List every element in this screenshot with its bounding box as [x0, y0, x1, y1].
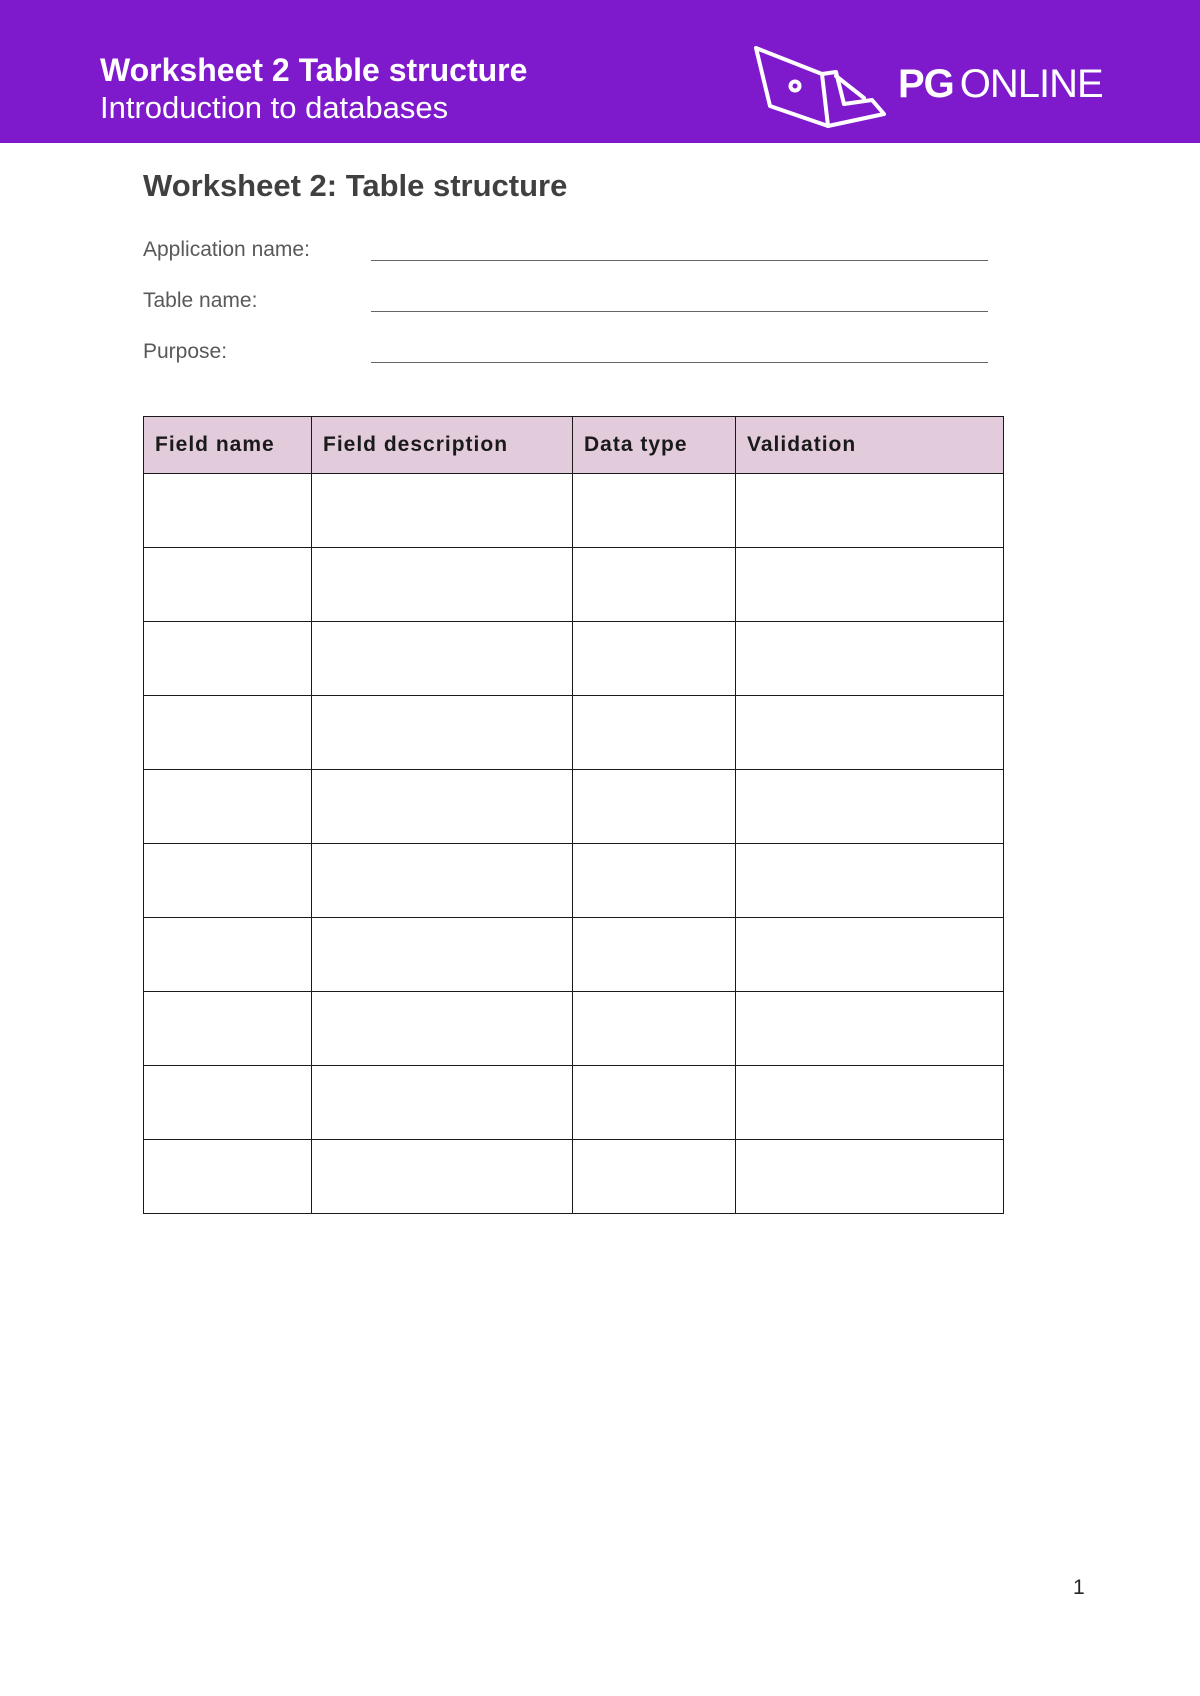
- table-row: [144, 548, 1004, 622]
- column-header-field-description: Field description: [312, 417, 573, 474]
- table-header-row: [144, 417, 1004, 474]
- table-row: [144, 1140, 1004, 1214]
- table-name-label: Table name:: [143, 289, 258, 312]
- field-description-cell[interactable]: [312, 1140, 573, 1214]
- header-banner: [0, 0, 1200, 143]
- field-name-cell[interactable]: [144, 844, 312, 918]
- field-name-cell[interactable]: [144, 474, 312, 548]
- data-type-cell[interactable]: [573, 548, 736, 622]
- table-row: [144, 770, 1004, 844]
- field-name-cell[interactable]: [144, 622, 312, 696]
- column-header-data-type: Data type: [573, 417, 736, 474]
- logo-online-text: ONLINE: [959, 62, 1103, 106]
- laptop-book-icon: [752, 42, 892, 128]
- data-type-cell[interactable]: [573, 696, 736, 770]
- validation-cell[interactable]: [736, 622, 1004, 696]
- field-description-cell[interactable]: [312, 844, 573, 918]
- table-name-blank[interactable]: [371, 311, 988, 312]
- field-description-cell[interactable]: [312, 548, 573, 622]
- validation-cell[interactable]: [736, 1140, 1004, 1214]
- validation-cell[interactable]: [736, 696, 1004, 770]
- validation-cell[interactable]: [736, 918, 1004, 992]
- field-description-cell[interactable]: [312, 918, 573, 992]
- logo-pg-text: PG: [898, 62, 954, 106]
- field-description-cell[interactable]: [312, 696, 573, 770]
- data-type-cell[interactable]: [573, 918, 736, 992]
- column-header-field-name: Field name: [144, 417, 312, 474]
- field-name-cell[interactable]: [144, 770, 312, 844]
- field-description-cell[interactable]: [312, 622, 573, 696]
- validation-cell[interactable]: [736, 992, 1004, 1066]
- field-description-cell[interactable]: [312, 992, 573, 1066]
- data-type-cell[interactable]: [573, 844, 736, 918]
- validation-cell[interactable]: [736, 770, 1004, 844]
- field-description-cell[interactable]: [312, 1066, 573, 1140]
- purpose-label: Purpose:: [143, 340, 228, 363]
- table-structure-grid: [143, 416, 1004, 1214]
- table-row: [144, 622, 1004, 696]
- validation-cell[interactable]: [736, 548, 1004, 622]
- validation-cell[interactable]: [736, 474, 1004, 548]
- field-name-cell[interactable]: [144, 992, 312, 1066]
- table-body: [144, 474, 1004, 1214]
- column-header-validation: Validation: [736, 417, 1004, 474]
- field-description-cell[interactable]: [312, 474, 573, 548]
- field-name-cell[interactable]: [144, 1066, 312, 1140]
- table-row: [144, 696, 1004, 770]
- table-row: [144, 992, 1004, 1066]
- data-type-cell[interactable]: [573, 1140, 736, 1214]
- page-number: 1: [1073, 1576, 1085, 1599]
- field-description-cell[interactable]: [312, 770, 573, 844]
- data-type-cell[interactable]: [573, 474, 736, 548]
- application-name-blank[interactable]: [371, 260, 988, 261]
- data-type-cell[interactable]: [573, 1066, 736, 1140]
- data-type-cell[interactable]: [573, 992, 736, 1066]
- field-name-cell[interactable]: [144, 696, 312, 770]
- table-row: [144, 918, 1004, 992]
- table-row: [144, 474, 1004, 548]
- logo-wordmark: [898, 62, 1103, 107]
- application-name-label: Application name:: [143, 238, 310, 261]
- validation-cell[interactable]: [736, 1066, 1004, 1140]
- table-row: [144, 1066, 1004, 1140]
- field-name-cell[interactable]: [144, 918, 312, 992]
- page-title: Worksheet 2: Table structure: [143, 168, 568, 203]
- header-subtitle: Introduction to databases: [100, 90, 449, 125]
- data-type-cell[interactable]: [573, 770, 736, 844]
- table-row: [144, 844, 1004, 918]
- validation-cell[interactable]: [736, 844, 1004, 918]
- header-title: Worksheet 2 Table structure: [100, 52, 528, 88]
- purpose-blank[interactable]: [371, 362, 988, 363]
- field-name-cell[interactable]: [144, 1140, 312, 1214]
- pg-online-logo: [752, 42, 1102, 128]
- data-type-cell[interactable]: [573, 622, 736, 696]
- field-name-cell[interactable]: [144, 548, 312, 622]
